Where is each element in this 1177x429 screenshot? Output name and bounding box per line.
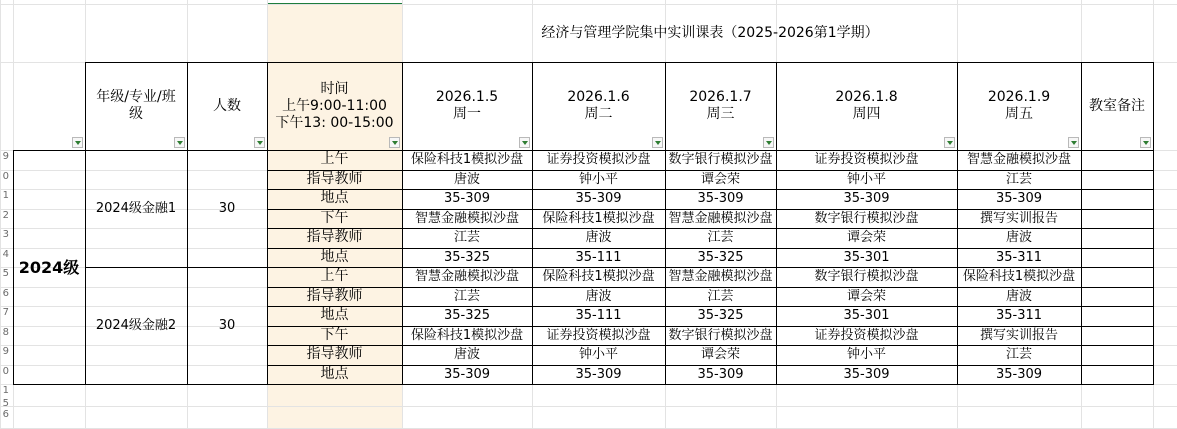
schedule-cell[interactable]: 35-309 — [843, 191, 890, 207]
slot-label[interactable]: 下午 — [320, 209, 349, 226]
schedule-cell[interactable]: 唐波 — [453, 171, 480, 187]
schedule-cell[interactable]: 谭会荣 — [846, 230, 886, 246]
notes-cell[interactable] — [1081, 267, 1153, 287]
sheet-title[interactable]: 经济与管理学院集中实训课表（2025-2026第1学期） — [541, 24, 879, 41]
schedule-cell[interactable]: 保险科技1模拟沙盘 — [962, 269, 1076, 285]
filter-dropdown-button[interactable] — [72, 137, 83, 148]
row-number[interactable]: 3 — [2, 229, 9, 240]
schedule-cell[interactable]: 35-111 — [575, 308, 622, 324]
notes-cell[interactable] — [1081, 326, 1153, 346]
schedule-cell[interactable]: 撰写实训报告 — [979, 210, 1058, 226]
schedule-cell[interactable]: 钟小平 — [578, 347, 618, 363]
schedule-cell[interactable]: 35-111 — [575, 249, 622, 265]
row-number[interactable]: 5 — [2, 268, 9, 279]
filter-dropdown-button[interactable] — [1140, 137, 1151, 148]
class-count[interactable]: 30 — [218, 201, 236, 216]
schedule-cell[interactable]: 证券投资模拟沙盘 — [814, 327, 919, 343]
schedule-cell[interactable]: 35-309 — [575, 366, 622, 382]
header-day-3[interactable]: 2026.1.7 周三 — [689, 89, 752, 122]
notes-cell[interactable] — [1081, 150, 1153, 170]
filter-dropdown-button[interactable] — [652, 137, 663, 148]
class-count[interactable]: 30 — [218, 318, 236, 333]
header-day-1[interactable]: 2026.1.5 周一 — [435, 89, 499, 122]
schedule-cell[interactable]: 钟小平 — [846, 347, 886, 363]
filter-dropdown-button[interactable] — [254, 137, 265, 148]
schedule-cell[interactable]: 江芸 — [707, 230, 734, 246]
filter-dropdown-button[interactable] — [944, 137, 955, 148]
notes-cell[interactable] — [1081, 365, 1153, 385]
schedule-cell[interactable]: 谭会荣 — [846, 288, 886, 304]
schedule-cell[interactable]: 江芸 — [707, 288, 734, 304]
schedule-cell[interactable]: 钟小平 — [846, 171, 886, 187]
schedule-cell[interactable]: 35-309 — [697, 191, 744, 207]
schedule-cell[interactable]: 撰写实训报告 — [979, 327, 1058, 343]
notes-cell[interactable] — [1081, 209, 1153, 229]
schedule-cell[interactable]: 35-309 — [575, 191, 622, 207]
slot-label[interactable]: 地点 — [320, 365, 349, 382]
schedule-cell[interactable]: 证券投资模拟沙盘 — [546, 327, 651, 343]
row-number[interactable]: 7 — [2, 307, 9, 318]
schedule-cell[interactable]: 35-309 — [995, 366, 1043, 382]
schedule-cell[interactable]: 智慧金融模拟沙盘 — [414, 269, 519, 285]
schedule-cell[interactable]: 35-301 — [843, 249, 890, 265]
schedule-cell[interactable]: 35-311 — [995, 308, 1043, 324]
schedule-cell[interactable]: 智慧金融模拟沙盘 — [966, 152, 1071, 168]
header-notes[interactable]: 教室备注 — [1089, 97, 1145, 114]
row-number[interactable]: 9 — [2, 151, 9, 162]
table-border — [13, 384, 85, 385]
row-number[interactable]: 4 — [2, 249, 9, 260]
notes-cell[interactable] — [1081, 345, 1153, 365]
slot-label[interactable]: 指导教师 — [306, 346, 363, 363]
schedule-cell[interactable]: 数字银行模拟沙盘 — [668, 327, 773, 343]
header-time[interactable]: 时间 上午9:00-11:00 下午13: 00-15:00 — [275, 80, 394, 131]
schedule-cell[interactable]: 数字银行模拟沙盘 — [814, 210, 919, 226]
schedule-cell[interactable]: 35-309 — [843, 366, 890, 382]
schedule-cell[interactable]: 35-309 — [697, 366, 744, 382]
schedule-cell[interactable]: 证券投资模拟沙盘 — [814, 152, 919, 168]
schedule-cell[interactable]: 唐波 — [585, 230, 612, 246]
schedule-cell[interactable]: 江芸 — [453, 230, 480, 246]
schedule-cell[interactable]: 35-301 — [843, 308, 890, 324]
schedule-cell[interactable]: 35-309 — [443, 366, 491, 382]
notes-cell[interactable] — [1081, 248, 1153, 268]
header-class[interactable]: 年级/专业/班级 — [96, 89, 176, 122]
table-border — [85, 384, 1154, 385]
grade-label[interactable]: 2024级 — [18, 257, 80, 277]
notes-cell[interactable] — [1081, 287, 1153, 307]
schedule-cell[interactable]: 35-309 — [443, 191, 491, 207]
header-count[interactable]: 人数 — [213, 97, 241, 114]
schedule-cell[interactable]: 35-325 — [443, 249, 491, 265]
schedule-cell[interactable]: 唐波 — [453, 347, 480, 363]
gridline-horizontal — [0, 406, 1177, 407]
row-number[interactable]: 0 — [2, 171, 9, 182]
filter-dropdown-button[interactable] — [519, 137, 530, 148]
slot-label[interactable]: 上午 — [320, 151, 349, 168]
slot-label[interactable]: 指导教师 — [306, 229, 363, 246]
schedule-cell[interactable]: 35-309 — [995, 191, 1043, 207]
header-day-2[interactable]: 2026.1.6 周二 — [567, 89, 630, 122]
row-number[interactable]: 5 — [2, 398, 9, 409]
schedule-cell[interactable]: 江芸 — [453, 288, 480, 304]
slot-label[interactable]: 指导教师 — [306, 170, 363, 187]
filter-dropdown-button[interactable] — [389, 137, 400, 148]
notes-cell[interactable] — [1081, 306, 1153, 326]
schedule-cell[interactable]: 唐波 — [585, 288, 612, 304]
schedule-cell[interactable]: 35-325 — [697, 308, 744, 324]
header-day-4[interactable]: 2026.1.8 周四 — [835, 89, 898, 122]
schedule-cell[interactable]: 数字银行模拟沙盘 — [668, 152, 773, 168]
slot-label[interactable]: 地点 — [320, 248, 349, 265]
schedule-cell[interactable]: 江芸 — [1005, 171, 1032, 187]
class-name[interactable]: 2024级金融2 — [95, 318, 177, 333]
header-day-5[interactable]: 2026.1.9 周五 — [987, 89, 1051, 122]
schedule-cell[interactable]: 智慧金融模拟沙盘 — [414, 210, 519, 226]
schedule-cell[interactable]: 35-325 — [697, 249, 744, 265]
row-number[interactable]: 1 — [2, 190, 9, 201]
schedule-cell[interactable]: 谭会荣 — [700, 347, 740, 363]
schedule-cell[interactable]: 保险科技1模拟沙盘 — [410, 327, 524, 343]
schedule-cell[interactable]: 唐波 — [1005, 230, 1032, 246]
schedule-cell[interactable]: 35-325 — [443, 308, 491, 324]
notes-cell[interactable] — [1081, 189, 1153, 209]
schedule-cell[interactable]: 唐波 — [1005, 288, 1032, 304]
row-number[interactable]: 8 — [2, 327, 9, 338]
row-number[interactable]: 6 — [2, 409, 9, 420]
schedule-cell[interactable]: 保险科技1模拟沙盘 — [410, 152, 524, 168]
slot-label[interactable]: 地点 — [320, 307, 349, 324]
notes-cell[interactable] — [1081, 228, 1153, 248]
filter-dropdown-button[interactable] — [763, 137, 774, 148]
schedule-cell[interactable]: 江芸 — [1005, 347, 1032, 363]
row-number[interactable]: 1 — [2, 385, 9, 396]
schedule-cell[interactable]: 证券投资模拟沙盘 — [546, 152, 651, 168]
schedule-cell[interactable]: 保险科技1模拟沙盘 — [542, 210, 655, 226]
row-number[interactable]: 0 — [2, 366, 9, 377]
schedule-cell[interactable]: 智慧金融模拟沙盘 — [668, 210, 773, 226]
row-number[interactable]: 6 — [2, 288, 9, 299]
schedule-cell[interactable]: 数字银行模拟沙盘 — [814, 269, 919, 285]
schedule-cell[interactable]: 钟小平 — [578, 171, 618, 187]
row-number[interactable]: 9 — [2, 346, 9, 357]
table-border — [1153, 62, 1154, 384]
slot-label[interactable]: 地点 — [320, 190, 349, 207]
schedule-cell[interactable]: 35-311 — [995, 249, 1043, 265]
class-name[interactable]: 2024级金融1 — [95, 201, 177, 216]
filter-dropdown-button[interactable] — [1068, 137, 1079, 148]
slot-label[interactable]: 上午 — [320, 268, 349, 285]
slot-label[interactable]: 下午 — [320, 326, 349, 343]
filter-dropdown-button[interactable] — [174, 137, 185, 148]
row-number[interactable]: 2 — [2, 210, 9, 221]
notes-cell[interactable] — [1081, 170, 1153, 190]
schedule-cell[interactable]: 谭会荣 — [700, 171, 740, 187]
slot-label[interactable]: 指导教师 — [306, 287, 363, 304]
schedule-cell[interactable]: 智慧金融模拟沙盘 — [668, 269, 773, 285]
schedule-cell[interactable]: 保险科技1模拟沙盘 — [542, 269, 655, 285]
